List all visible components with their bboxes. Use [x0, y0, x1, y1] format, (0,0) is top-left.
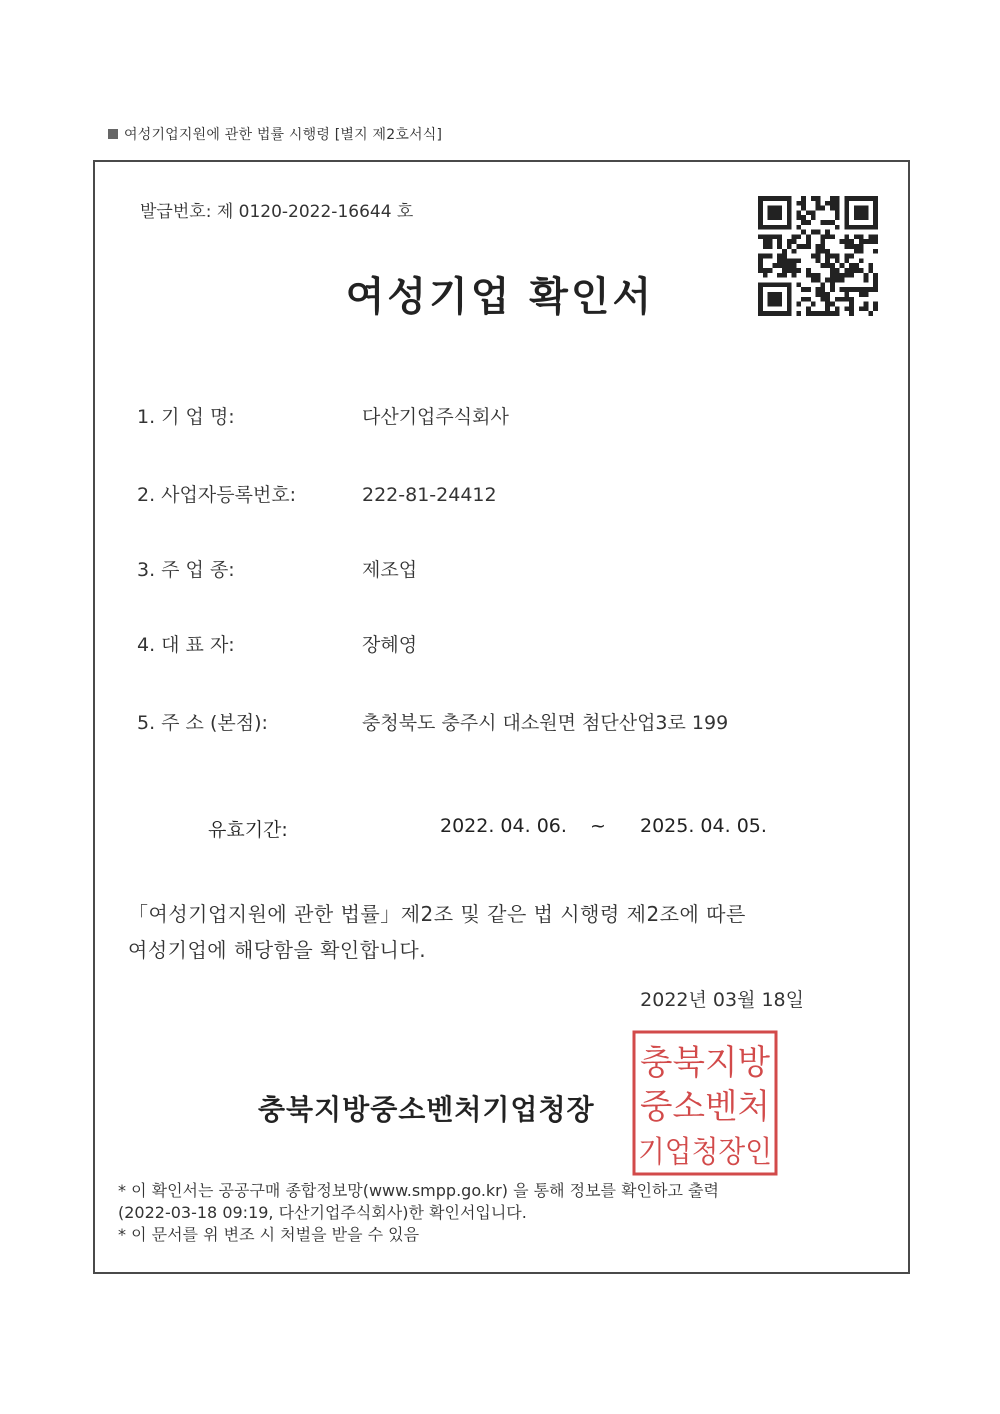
certificate-title: 여성기업 확인서 [345, 274, 655, 320]
field-value: 222-81-24412 [362, 484, 497, 506]
field-representative [137, 630, 417, 657]
validity-label: 유효기간: [208, 819, 288, 841]
validity-end-date: 2025. 04. 05. [640, 815, 767, 837]
svg-text:중소벤처: 중소벤처 [640, 1087, 770, 1127]
svg-text:충북지방: 충북지방 [640, 1043, 771, 1083]
field-label: 5. 주 소 (본점): [137, 712, 268, 734]
footnote-line: * 이 문서를 위 변조 시 처벌을 받을 수 있음 [118, 1225, 420, 1244]
footnotes [118, 1180, 838, 1246]
form-reference-text: 여성기업지원에 관한 법률 시행령 [별지 제2호서식] [124, 127, 443, 143]
field-value: 충청북도 충주시 대소원면 첨단산업3로 199 [362, 712, 729, 734]
validity-separator: ~ [590, 815, 606, 837]
field-label: 1. 기 업 명: [137, 406, 235, 428]
square-bullet-icon [108, 129, 118, 139]
svg-text:기업청장인: 기업청장인 [638, 1135, 772, 1170]
issue-date: 2022년 03월 18일 [640, 989, 804, 1011]
confirmation-line: 「여성기업지원에 관한 법률」제2조 및 같은 법 시행령 제2조에 따른 [128, 902, 746, 926]
field-main-business-type [137, 555, 417, 582]
validity-start-date: 2022. 04. 06. [440, 815, 567, 837]
field-address [137, 708, 728, 735]
field-label: 4. 대 표 자: [137, 634, 235, 656]
confirmation-line: 여성기업에 해당함을 확인합니다. [128, 938, 427, 962]
field-label: 2. 사업자등록번호: [137, 484, 297, 506]
field-value: 다산기업주식회사 [362, 406, 509, 428]
form-reference [108, 124, 442, 144]
issue-number: 발급번호: 제 0120-2022-16644 호 [140, 202, 414, 222]
confirmation-statement [128, 896, 828, 968]
field-value: 제조업 [362, 559, 418, 581]
issuer-name: 충북지방중소벤처기업청장 [258, 1093, 595, 1126]
field-business-registration-number [137, 480, 497, 507]
footnote-line: (2022-03-18 09:19, 다산기업주식회사)한 확인서입니다. [118, 1203, 527, 1222]
field-value: 장혜영 [362, 634, 418, 656]
footnote-line: * 이 확인서는 공공구매 종합정보망(www.smpp.go.kr) 을 통해 정보를 확인하고 출력 [118, 1181, 719, 1200]
field-label: 3. 주 업 종: [137, 559, 235, 581]
official-seal-icon [630, 1028, 780, 1178]
field-company-name [137, 402, 509, 429]
